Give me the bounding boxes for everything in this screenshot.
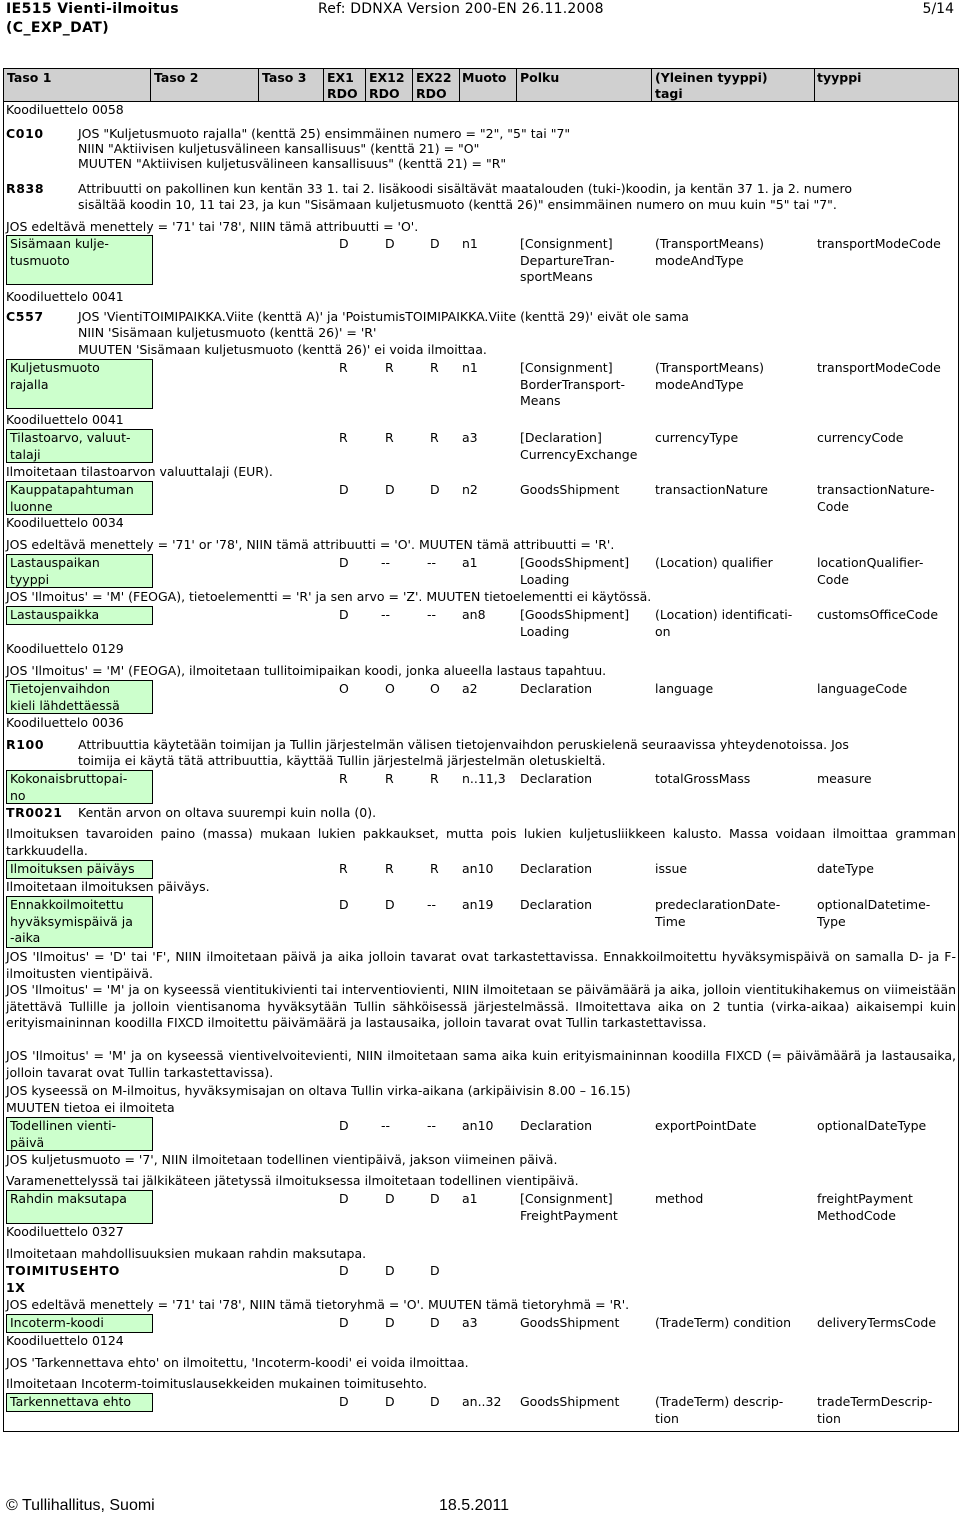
tag-value: issue bbox=[655, 861, 688, 876]
note-text: Ilmoitetaan mahdollisuuksien mukaan rahdin maksutapa. bbox=[6, 1246, 367, 1261]
path-value: [Consignment] FreightPayment bbox=[520, 1191, 618, 1223]
condition-text: JOS 'Ilmoitus' = 'M' ja on kyseessä vientitukivienti tai interventiovienti, NIIN ilmoitetaan se päivämäärä ja aika, jolloin vientitukihakemus on viimeistään jätettävä Tullille ja jolloin vientisanoma hyväksytään Tullin sähköisessä järjestelmässä. Ilmoitettava aika on 2 tuntia (virka-aikaa) aikaisempi kuin erityismaininnan koodilla FIXCD ilmoitettu päivämäärä ja lastausaika, jolloin tavarat ovat Tullin tarkastettavissa. bbox=[6, 982, 956, 1030]
type-value: optionalDateType bbox=[817, 1118, 927, 1133]
col-taso3: Taso 3 bbox=[262, 70, 307, 85]
attribute-name-box: Kuljetusmuoto rajalla bbox=[6, 359, 153, 409]
path-value: Declaration bbox=[520, 681, 593, 696]
col-ex12: EX12 RDO bbox=[369, 70, 405, 101]
condition-text: JOS kuljetusmuoto = '7', NIIN ilmoitetaan todellinen vientipäivä, jakson viimeinen päivä. bbox=[6, 1152, 558, 1167]
path-value: GoodsShipment bbox=[520, 1394, 620, 1409]
condition-text: JOS 'Ilmoitus' = 'D' tai 'F', NIIN ilmoitetaan päivä ja aika jolloin tavarat ovat tarkastettavissa. Ennakkoilmoitettu hyväksymispäivä on samalla D- ja F-ilmoitusten vientipäivä. bbox=[6, 949, 956, 981]
col-separator bbox=[258, 69, 259, 101]
attribute-name-box: Todellinen vienti- päivä bbox=[6, 1117, 153, 1151]
document-title-line2: (C_EXP_DAT) bbox=[6, 20, 110, 36]
rule-text: sisältää koodin 10, 11 tai 23, ja kun "Sisämaan kuljetusmuoto (kenttä 26)" ensimmäinen numero on muu kuin "5" tai "7". bbox=[78, 197, 837, 212]
tag-value: exportPointDate bbox=[655, 1118, 757, 1133]
ex12-value: -- bbox=[381, 555, 391, 570]
note-text: Varamenettelyssä tai jälkikäteen jätetyssä ilmoituksessa ilmoitetaan todellinen vientipäivä. bbox=[6, 1173, 579, 1188]
code-list-ref: Koodiluettelo 0034 bbox=[6, 515, 124, 530]
path-value: [Consignment] DepartureTran- sportMeans bbox=[520, 236, 615, 284]
code-list-ref: Koodiluettelo 0036 bbox=[6, 715, 124, 730]
attribute-name-box: Kokonaisbruttopai- no bbox=[6, 770, 153, 804]
ex12-value: D bbox=[385, 1315, 395, 1330]
attribute-name-box: Incoterm-koodi bbox=[6, 1314, 153, 1333]
path-value: Declaration bbox=[520, 1118, 593, 1133]
condition-text: JOS edeltävä menettely = '71' tai '78', NIIN tämä attribuutti = 'O'. bbox=[6, 219, 419, 234]
col-taso1: Taso 1 bbox=[7, 70, 52, 85]
code-list-ref: Koodiluettelo 0041 bbox=[6, 412, 124, 427]
format-value: an10 bbox=[462, 861, 494, 876]
path-value: Declaration bbox=[520, 897, 593, 912]
type-value: freightPayment MethodCode bbox=[817, 1191, 913, 1223]
type-value: languageCode bbox=[817, 681, 908, 696]
ex1-value: R bbox=[339, 430, 348, 445]
col-separator bbox=[412, 69, 413, 101]
format-value: a2 bbox=[462, 681, 478, 696]
document-title-line1: IE515 Vienti-ilmoitus bbox=[6, 1, 180, 17]
condition-text: JOS 'Ilmoitus' = 'M' ja on kyseessä vientivelvoitevienti, NIIN ilmoitetaan sama aika kuin erityismaininnan koodilla FIXCD (= päivämäärä ja lastausaika, jolloin tavarat ovat Tullin tarkastettavissa). bbox=[6, 1048, 956, 1080]
format-value: an19 bbox=[462, 897, 494, 912]
path-value: [Declaration] CurrencyExchange bbox=[520, 430, 638, 462]
ex1-value: D bbox=[339, 1394, 349, 1409]
col-taso2: Taso 2 bbox=[154, 70, 199, 85]
ex1-value: D bbox=[339, 555, 349, 570]
col-separator bbox=[651, 69, 652, 101]
code-list-ref: Koodiluettelo 0058 bbox=[6, 102, 124, 117]
rule-text: Attribuutti on pakollinen kun kentän 33 1. tai 2. lisäkoodi sisältävät maatalouden (tuki-)koodin, ja kentän 37 1. ja 2. numero bbox=[78, 181, 852, 196]
ex12-value: D bbox=[385, 482, 395, 497]
format-value: n..11,3 bbox=[462, 771, 506, 786]
type-value: transportModeCode bbox=[817, 360, 941, 375]
group-name: TOIMITUSEHTO bbox=[6, 1263, 120, 1278]
col-muoto: Muoto bbox=[462, 70, 507, 85]
ex1-value: R bbox=[339, 771, 348, 786]
ex22-value: O bbox=[430, 681, 440, 696]
col-separator bbox=[150, 69, 151, 101]
condition-text: JOS edeltävä menettely = '71' or '78', NIIN tämä attribuutti = 'O'. MUUTEN tämä attribuutti = 'R'. bbox=[6, 537, 615, 552]
tag-value: language bbox=[655, 681, 714, 696]
tag-value: totalGrossMass bbox=[655, 771, 751, 786]
attribute-name-box: Tilastoarvo, valuut- talaji bbox=[6, 429, 153, 463]
col-separator bbox=[365, 69, 366, 101]
footer-copyright: © Tullihallitus, Suomi bbox=[6, 1497, 155, 1514]
footer-date: 18.5.2011 bbox=[439, 1497, 509, 1514]
ex12-value: -- bbox=[381, 1118, 391, 1133]
page-number: 5/14 bbox=[922, 1, 954, 17]
col-separator bbox=[516, 69, 517, 101]
format-value: a3 bbox=[462, 1315, 478, 1330]
condition-text: JOS 'Tarkennettava ehto' on ilmoitettu, 'Incoterm-koodi' ei voida ilmoittaa. bbox=[6, 1355, 469, 1370]
rule-text: NIIN 'Sisämaan kuljetusmuoto (kenttä 26)' = 'R' bbox=[78, 325, 377, 340]
note-text: Ilmoituksen tavaroiden paino (massa) mukaan lukien pakkaukset, mutta pois lukien kuljetusliikkeen kalusto. Massa voidaan ilmoittaa gramman tarkkuudella. bbox=[6, 826, 956, 858]
rule-text: Kentän arvon on oltava suurempi kuin nolla (0). bbox=[78, 805, 377, 820]
rule-text: toimija ei käytä tätä attribuuttia, käyttää Tullin järjestelmä järjestelmän oletuskieltä. bbox=[78, 753, 606, 768]
attribute-name-box: Lastauspaikka bbox=[6, 606, 153, 625]
col-ex1: EX1 RDO bbox=[327, 70, 358, 101]
type-value: measure bbox=[817, 771, 872, 786]
col-tyyppi: tyyppi bbox=[817, 70, 862, 85]
type-value: currencyCode bbox=[817, 430, 904, 445]
format-value: a1 bbox=[462, 1191, 478, 1206]
tag-value: (TradeTerm) descrip- tion bbox=[655, 1394, 784, 1426]
ex12-value: D bbox=[385, 236, 395, 251]
group-repeat: 1X bbox=[6, 1280, 26, 1295]
format-value: n1 bbox=[462, 236, 478, 251]
code-list-ref: Koodiluettelo 0041 bbox=[6, 289, 124, 304]
ex12-value: O bbox=[385, 681, 395, 696]
type-value: tradeTermDescrip- tion bbox=[817, 1394, 933, 1426]
type-value: transactionNature- Code bbox=[817, 482, 935, 514]
rule-code: R838 bbox=[6, 181, 45, 196]
ex12-value: D bbox=[385, 1263, 395, 1278]
ex22-value: R bbox=[430, 861, 439, 876]
ex12-value: R bbox=[385, 861, 394, 876]
col-tagi: (Yleinen tyyppi) tagi bbox=[655, 70, 768, 101]
rule-code: C557 bbox=[6, 309, 44, 324]
rule-text: JOS "Kuljetusmuoto rajalla" (kenttä 25) ensimmäinen numero = "2", "5" tai "7" bbox=[78, 126, 571, 141]
rule-code: R100 bbox=[6, 737, 45, 752]
ex22-value: D bbox=[430, 236, 440, 251]
ex22-value: D bbox=[430, 1315, 440, 1330]
tag-value: (TransportMeans) modeAndType bbox=[655, 236, 764, 268]
attribute-name-box: Tarkennettava ehto bbox=[6, 1393, 153, 1412]
ex12-value: R bbox=[385, 771, 394, 786]
tag-value: method bbox=[655, 1191, 704, 1206]
condition-text: JOS 'Ilmoitus' = 'M' (FEOGA), ilmoitetaan tullitoimipaikan koodi, jonka alueella lastaus tapahtuu. bbox=[6, 663, 607, 678]
path-value: [Consignment] BorderTransport- Means bbox=[520, 360, 626, 408]
rule-code: C010 bbox=[6, 126, 44, 141]
ex1-value: D bbox=[339, 1191, 349, 1206]
ex22-value: R bbox=[430, 430, 439, 445]
ex22-value: -- bbox=[427, 555, 437, 570]
note-text: Ilmoitetaan Incoterm-toimituslausekkeiden mukainen toimitusehto. bbox=[6, 1376, 428, 1391]
ex12-value: R bbox=[385, 430, 394, 445]
rule-text: NIIN "Aktiivisen kuljetusvälineen kansallisuus" (kenttä 21) = "O" bbox=[78, 141, 480, 156]
condition-text: JOS kyseessä on M-ilmoitus, hyväksymisajan on oltava Tullin virka-aikana (arkipäivisin 8.00 – 16.15) bbox=[6, 1083, 631, 1098]
type-value: transportModeCode bbox=[817, 236, 941, 251]
rule-code: TR0021 bbox=[6, 805, 63, 820]
type-value: deliveryTermsCode bbox=[817, 1315, 937, 1330]
code-list-ref: Koodiluettelo 0327 bbox=[6, 1224, 124, 1239]
ex1-value: D bbox=[339, 1263, 349, 1278]
ex1-value: R bbox=[339, 360, 348, 375]
path-value: GoodsShipment bbox=[520, 482, 620, 497]
ex22-value: R bbox=[430, 360, 439, 375]
tag-value: (TransportMeans) modeAndType bbox=[655, 360, 764, 392]
format-value: n1 bbox=[462, 360, 478, 375]
ex22-value: D bbox=[430, 482, 440, 497]
col-ex22: EX22 RDO bbox=[416, 70, 452, 101]
col-separator bbox=[323, 69, 324, 101]
ex1-value: D bbox=[339, 482, 349, 497]
format-value: an10 bbox=[462, 1118, 494, 1133]
ex12-value: D bbox=[385, 1394, 395, 1409]
note-text: Ilmoitetaan tilastoarvon valuuttalaji (EUR). bbox=[6, 464, 273, 479]
attribute-name-box: Sisämaan kulje- tusmuoto bbox=[6, 235, 153, 285]
tag-value: (Location) qualifier bbox=[655, 555, 773, 570]
tag-value: currencyType bbox=[655, 430, 739, 445]
condition-text: JOS 'Ilmoitus' = 'M' (FEOGA), tietoelementti = 'R' ja sen arvo = 'Z'. MUUTEN tietoelementti ei käytössä. bbox=[6, 589, 652, 604]
col-separator bbox=[459, 69, 460, 101]
condition-text: JOS edeltävä menettely = '71' tai '78', NIIN tämä tietoryhmä = 'O'. MUUTEN tämä tietoryhmä = 'R'. bbox=[6, 1297, 630, 1312]
ex1-value: R bbox=[339, 861, 348, 876]
format-value: an8 bbox=[462, 607, 486, 622]
ex22-value: R bbox=[430, 771, 439, 786]
format-value: n2 bbox=[462, 482, 478, 497]
code-list-ref: Koodiluettelo 0124 bbox=[6, 1333, 124, 1348]
ex22-value: D bbox=[430, 1263, 440, 1278]
ex22-value: -- bbox=[427, 1118, 437, 1133]
col-polku: Polku bbox=[520, 70, 560, 85]
note-text: Ilmoitetaan ilmoituksen päiväys. bbox=[6, 879, 210, 894]
path-value: [GoodsShipment] Loading bbox=[520, 607, 630, 639]
document-title bbox=[6, 0, 179, 38]
rule-text: MUUTEN "Aktiivisen kuljetusvälineen kansallisuus" (kenttä 21) = "R" bbox=[78, 156, 507, 171]
type-value: customsOfficeCode bbox=[817, 607, 939, 622]
type-value: dateType bbox=[817, 861, 874, 876]
tag-value: (Location) identificati- on bbox=[655, 607, 793, 639]
tag-value: predeclarationDate- Time bbox=[655, 897, 781, 929]
table-header bbox=[4, 69, 958, 102]
attribute-table bbox=[3, 68, 959, 1432]
ex12-value: D bbox=[385, 1191, 395, 1206]
type-value: optionalDatetime- Type bbox=[817, 897, 931, 929]
ex22-value: D bbox=[430, 1191, 440, 1206]
ex1-value: D bbox=[339, 1315, 349, 1330]
attribute-name-box: Ennakkoilmoitettu hyväksymispäivä ja -aika bbox=[6, 896, 153, 948]
path-value: GoodsShipment bbox=[520, 1315, 620, 1330]
code-list-ref: Koodiluettelo 0129 bbox=[6, 641, 124, 656]
path-value: Declaration bbox=[520, 771, 593, 786]
ex12-value: -- bbox=[381, 607, 391, 622]
attribute-name-box: Kauppatapahtuman luonne bbox=[6, 481, 153, 515]
col-separator bbox=[814, 69, 815, 101]
ex1-value: D bbox=[339, 607, 349, 622]
type-value: locationQualifier- Code bbox=[817, 555, 924, 587]
tag-value: transactionNature bbox=[655, 482, 769, 497]
format-value: a1 bbox=[462, 555, 478, 570]
rule-text: MUUTEN 'Sisämaan kuljetusmuoto (kenttä 26)' ei voida ilmoittaa. bbox=[78, 342, 487, 357]
attribute-name-box: Lastauspaikan tyyppi bbox=[6, 554, 153, 588]
ex1-value: O bbox=[339, 681, 349, 696]
condition-text: MUUTEN tietoa ei ilmoiteta bbox=[6, 1100, 175, 1115]
ex1-value: D bbox=[339, 236, 349, 251]
format-value: an..32 bbox=[462, 1394, 502, 1409]
ex1-value: D bbox=[339, 1118, 349, 1133]
ex12-value: R bbox=[385, 360, 394, 375]
tag-value: (TradeTerm) condition bbox=[655, 1315, 792, 1330]
attribute-name-box: Rahdin maksutapa bbox=[6, 1190, 153, 1224]
attribute-name-box: Tietojenvaihdon kieli lähdettäessä bbox=[6, 680, 153, 714]
ex22-value: D bbox=[430, 1394, 440, 1409]
rule-text: Attribuuttia käytetään toimijan ja Tullin järjestelmän välisen tietojenvaihdon peruskielenä seuraavissa yhteydenotoissa. Jos bbox=[78, 737, 849, 752]
ex22-value: -- bbox=[427, 897, 437, 912]
document-ref: Ref: DDNXA Version 200-EN 26.11.2008 bbox=[318, 1, 604, 17]
format-value: a3 bbox=[462, 430, 478, 445]
rule-text: JOS 'VientiTOIMIPAIKKA.Viite (kenttä A)' ja 'PoistumisTOIMIPAIKKA.Viite (kenttä 29)' eivät ole sama bbox=[78, 309, 689, 324]
path-value: [GoodsShipment] Loading bbox=[520, 555, 630, 587]
ex12-value: D bbox=[385, 897, 395, 912]
attribute-name-box: Ilmoituksen päiväys bbox=[6, 860, 153, 879]
ex22-value: -- bbox=[427, 607, 437, 622]
path-value: Declaration bbox=[520, 861, 593, 876]
ex1-value: D bbox=[339, 897, 349, 912]
